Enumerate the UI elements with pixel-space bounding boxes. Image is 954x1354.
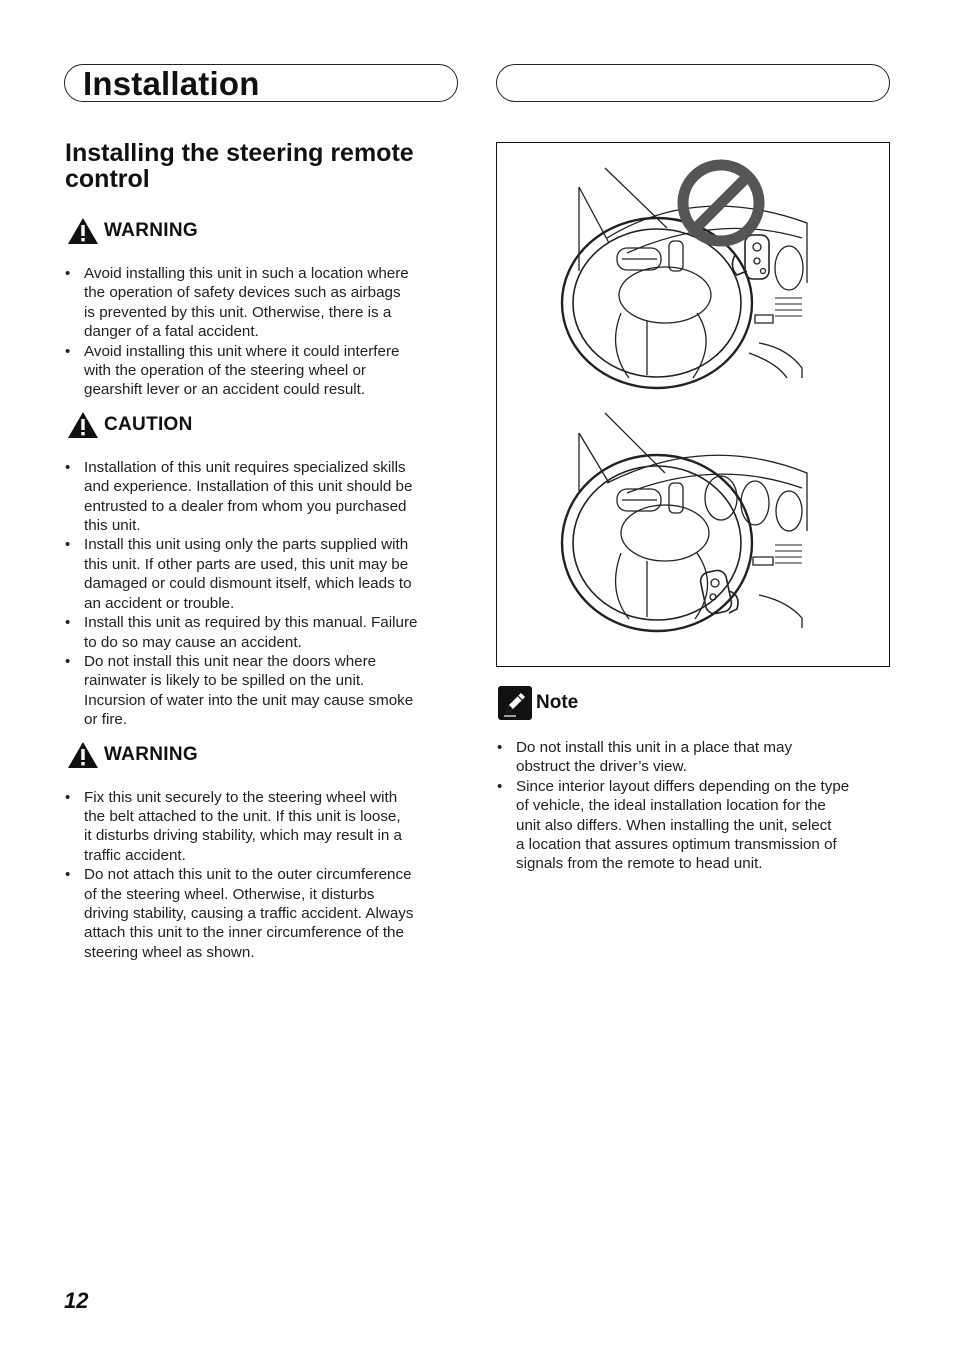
list-item-line: of the steering wheel. Otherwise, it disturbs: [84, 885, 375, 903]
list-item-line: • Do not install this unit in a place that may: [516, 739, 793, 756]
warning-label: WARNING: [104, 220, 198, 241]
list-item-line: • Install this unit using only the parts supplied with: [84, 536, 409, 554]
list-item-line: • Installation of this unit requires specialized skills: [84, 458, 406, 476]
list-item-line: an accident or trouble.: [84, 594, 235, 612]
list-item-line: or fire.: [84, 711, 128, 729]
list-item-line: traffic accident.: [84, 846, 186, 864]
warning-heading: [67, 216, 458, 246]
list-item-line: • Avoid installing this unit in such a location where: [84, 265, 409, 282]
list-item: [64, 652, 458, 730]
list-item: [64, 535, 458, 613]
list-item-line: and experience. Installation of this unit should be: [84, 478, 413, 496]
section-title-line: Installing the steering remote: [65, 139, 414, 167]
warning-label: WARNING: [104, 743, 198, 765]
list-item-line: steering wheel as shown.: [84, 943, 255, 961]
list-item-line: unit also differs. When installing the unit, select: [516, 816, 832, 834]
note-heading: [498, 686, 578, 720]
right-column: [496, 738, 890, 874]
caution-label: CAUTION: [104, 413, 193, 435]
section-title: [65, 140, 458, 192]
list-item-line: Incursion of water into the unit may cause smoke: [84, 691, 414, 709]
list-item-line: • Since interior layout differs depending on the type: [516, 777, 850, 795]
list-item: [496, 777, 890, 874]
list-item-line: obstruct the driver’s view.: [516, 758, 687, 776]
list-item-line: danger of a fatal accident.: [84, 323, 259, 341]
warning-list: [64, 264, 458, 400]
pencil-note-icon: [498, 686, 532, 720]
list-item-line: damaged or could dismount itself, which leads to: [84, 575, 412, 593]
header-tab: [64, 64, 458, 102]
list-item-line: to do so may cause an accident.: [84, 633, 302, 651]
steering-illustration: [496, 142, 890, 667]
list-item-line: • Avoid installing this unit where it could interfere: [84, 342, 400, 360]
list-item-line: attach this unit to the inner circumference of the: [84, 924, 404, 942]
section-title-line: control: [65, 165, 150, 193]
left-column: [64, 140, 458, 962]
list-item-line: this unit. If other parts are used, this unit may be: [84, 555, 409, 573]
caution-list: [64, 458, 458, 730]
page-title: Installation: [83, 65, 260, 102]
list-item-line: a location that assures optimum transmission of: [516, 836, 837, 854]
list-item-line: • Fix this unit securely to the steering wheel with: [84, 788, 398, 806]
list-item-line: the belt attached to the unit. If this unit is loose,: [84, 807, 401, 825]
list-item-line: • Do not install this unit near the doors where: [84, 652, 377, 670]
list-item: [64, 342, 458, 400]
list-item: [496, 738, 890, 777]
list-item-line: entrusted to a dealer from whom you purchased: [84, 497, 407, 515]
warning-heading: [67, 740, 458, 770]
warning-triangle-icon: [67, 411, 99, 439]
list-item-line: signals from the remote to head unit.: [516, 855, 763, 873]
list-item-line: • Do not attach this unit to the outer circumference: [84, 866, 412, 884]
list-item: [64, 264, 458, 342]
list-item-line: it disturbs driving stability, which may result in a: [84, 827, 402, 845]
list-item: [64, 865, 458, 962]
prohibition-icon: [683, 165, 759, 241]
warning-triangle-icon: [67, 741, 99, 769]
list-item-line: rainwater is likely to be spilled on the unit.: [84, 672, 365, 690]
warning-list: [64, 788, 458, 963]
list-item-line: of vehicle, the ideal installation location for the: [516, 797, 826, 815]
list-item-line: the operation of safety devices such as airbags: [84, 284, 401, 302]
list-item-line: is prevented by this unit. Otherwise, there is a: [84, 303, 392, 321]
list-item-line: • Install this unit as required by this manual. Failure: [84, 614, 418, 632]
list-item: [64, 613, 458, 652]
steering-wheel-drawing: [497, 143, 888, 665]
list-item-line: with the operation of the steering wheel or: [84, 362, 366, 380]
header-tab-empty: [496, 64, 890, 102]
list-item-line: gearshift lever or an accident could result.: [84, 381, 366, 399]
list-item-line: this unit.: [84, 517, 141, 535]
list-item: [64, 458, 458, 536]
list-item: [64, 788, 458, 866]
list-item-line: driving stability, causing a traffic accident. Always: [84, 904, 414, 922]
note-label: Note: [536, 692, 579, 713]
note-list: [496, 738, 890, 874]
caution-heading: [67, 410, 458, 440]
warning-triangle-icon: [67, 217, 99, 245]
page-number: 12: [64, 1288, 89, 1313]
